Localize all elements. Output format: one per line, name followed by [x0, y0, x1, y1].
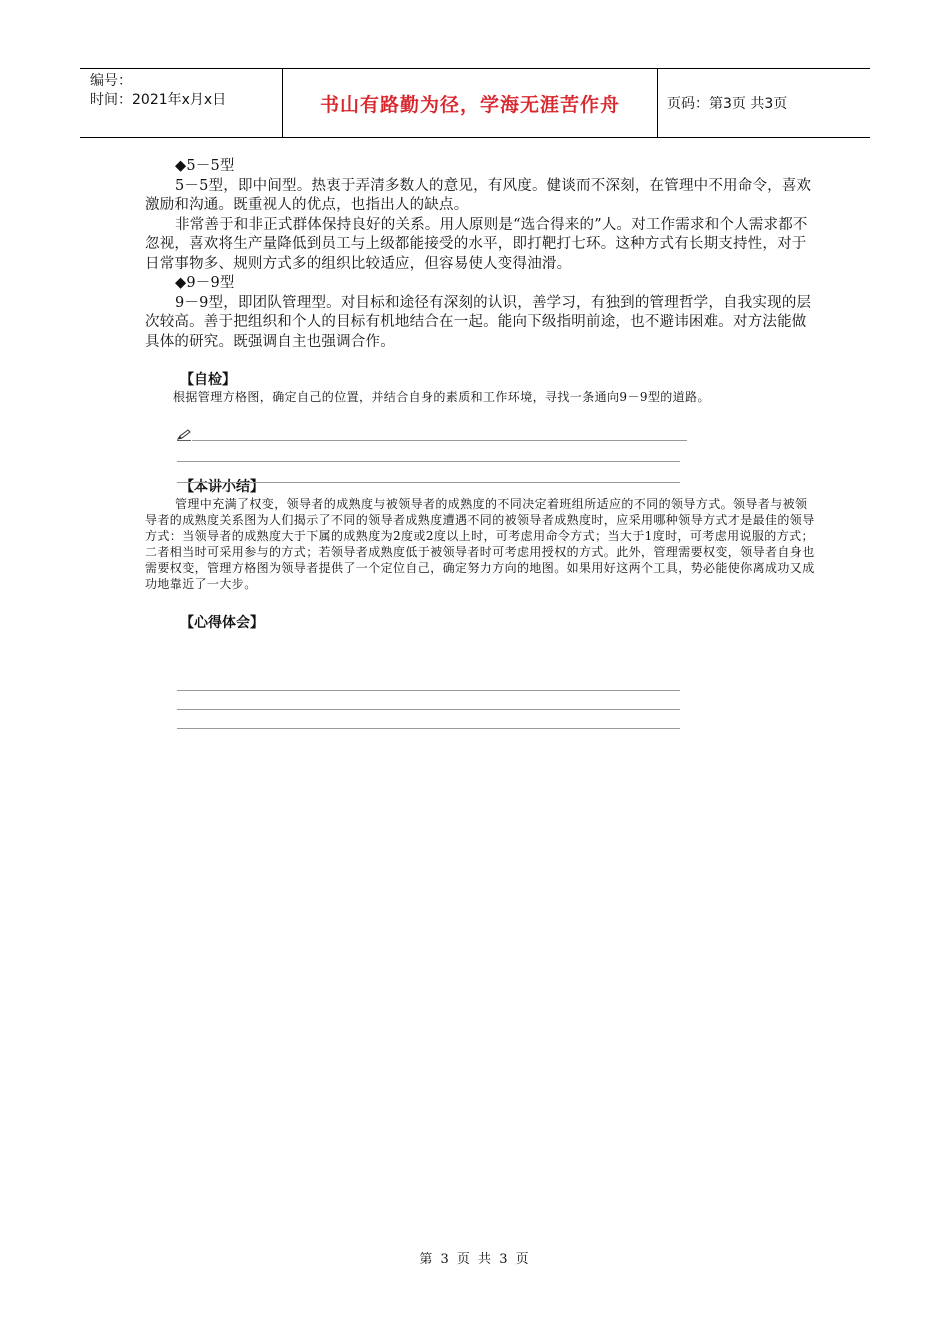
summary-text: 管理中充满了权变，领导者的成熟度与被领导者的成熟度的不同决定着班组所适应的不同的领导方式。领导者与被领导者的成熟度关系图为人们揭示了不同的领导者成熟度遭遇不同的被领导者成熟度时，应采用哪种领导方式才是最佳的领导方式：当领导者的成熟度大于下属的成熟度为2度或2度以上时，可考虑用命令方式；当大于1度时，可考虑用说服的方式；二者相当时可采用参与的方式；若领导者成熟度低于被领导者时可考虑用授权的方式。此外，管理需要权变，领导者自身也需要权变，管理方格图为领导者提供了一个定位自己，确定努力方向的地图。如果用好这两个工具，势必能使你离成功又成功地靠近了一大步。: [145, 497, 815, 591]
type55-paragraph-2: 非常善于和非正式群体保持良好的关系。用人原则是“选合得来的”人。对工作需求和个人需求都不忽视，喜欢将生产量降低到员工与上级都能接受的水平，即打靶打七环。这种方式有长期支持性，对于日常事物多、规则方式多的组织比较适应，但容易使人变得油滑。: [145, 216, 808, 272]
type55-heading: ◆5－5型: [175, 158, 235, 174]
selfcheck-text: 根据管理方格图，确定自己的位置，并结合自身的素质和工作环境，寻找一条通向9－9型的道路。: [173, 390, 710, 404]
selfcheck-answer-line-3[interactable]: [177, 482, 680, 483]
document-body: [145, 157, 817, 632]
selfcheck-answer-line-2[interactable]: [177, 461, 680, 462]
page-footer: 第 3 页 共 3 页: [419, 1252, 531, 1267]
reflection-heading: 【心得体会】: [180, 615, 264, 631]
time-label: 时间：2021年x月x日: [90, 92, 227, 108]
header-meta: [80, 69, 283, 137]
selfcheck-heading: 【自检】: [180, 372, 236, 388]
reflection-line-1[interactable]: [177, 690, 680, 691]
reflection-line-3[interactable]: [177, 728, 680, 729]
summary-heading: 【本讲小结】: [180, 479, 264, 495]
type55-paragraph-1: 5－5型，即中间型。热衷于弄清多数人的意见，有风度。健谈而不深刻，在管理中不用命令，喜欢激励和沟通。既重视人的优点，也指出人的缺点。: [145, 177, 812, 213]
reflection-line-2[interactable]: [177, 709, 680, 710]
type99-heading: ◆9－9型: [175, 275, 235, 291]
pencil-icon: [177, 429, 191, 441]
header-page-info: 页码：第3页 共3页: [657, 69, 870, 137]
page-header: [80, 68, 870, 138]
selfcheck-answer-line-1[interactable]: [192, 440, 687, 441]
header-motto: 书山有路勤为径，学海无涯苦作舟: [319, 93, 620, 116]
type99-paragraph-1: 9－9型，即团队管理型。对目标和途径有深刻的认识，善学习，有独到的管理哲学，自我实现的层次较高。善于把组织和个人的目标有机地结合在一起。能向下级指明前途，也不避讳困难。对方法能做具体的研究。既强调自主也强调合作。: [145, 294, 812, 350]
number-label: 编号：: [90, 73, 132, 89]
